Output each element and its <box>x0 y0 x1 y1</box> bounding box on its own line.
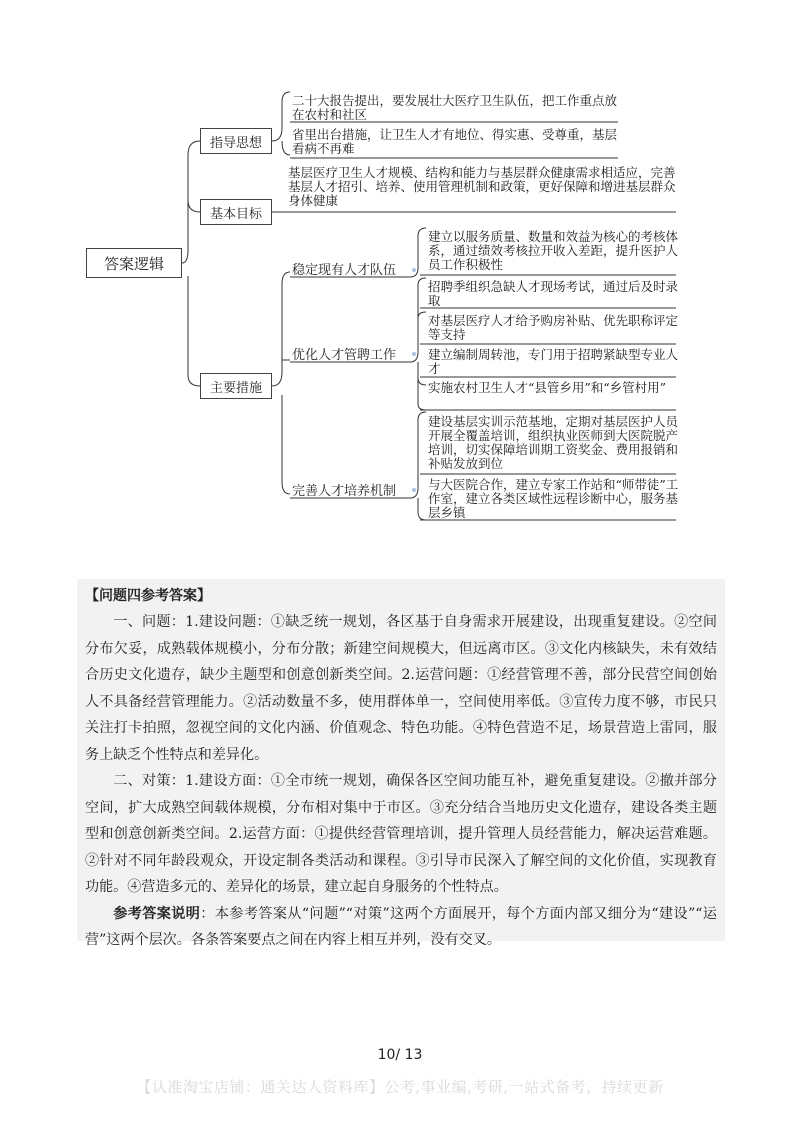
leaf-guiding-1: 二十大报告提出，要发展壮大医疗卫生队伍，把工作重点放在农村和社区 <box>292 93 618 122</box>
leaf-stabilize-1: 建立以服务质量、数量和效益为核心的考核体系，通过绩效考核拉开收入差距，提升医护人员工作积极性 <box>428 229 679 272</box>
leaf-training-1: 建设基层实训示范基地，定期对基层医护人员开展全覆盖培训，组织执业医师到大医院脱产培训，切实保障培训期工资奖金、费用报销和补贴发放到位 <box>428 414 679 471</box>
leaf-guiding-2: 省里出台措施，让卫生人才有地位、得实惠、受尊重，基层看病不再难 <box>292 127 618 156</box>
sub-optimize-recruitment: 优化人才管聘工作 <box>292 348 397 363</box>
branch-guiding-ideology: 指导思想 <box>200 128 272 154</box>
answer-heading: 【问题四参考答案】 <box>85 588 211 604</box>
leaf-optimize-4: 实施农村卫生人才“县管乡用”和“乡管村用” <box>428 380 667 395</box>
sub-stabilize-talent: 稳定现有人才队伍 <box>292 263 397 278</box>
answer-explanation-text: ：本参考答案从“问题”“对策”这两个方面展开，每个方面内部又细分为“建设”“运营”这两个层次。各条答案要点之间在内容上相互并列，没有交叉。 <box>85 905 717 948</box>
sub-improve-training: 完善人才培养机制 <box>292 484 397 499</box>
mind-map-connectors <box>0 0 800 560</box>
leaf-optimize-3: 建立编制周转池，专门用于招聘紧缺型专业人才 <box>428 347 679 376</box>
page-number: 10/ 13 <box>377 1047 423 1063</box>
answer-explanation-label: 参考答案说明 <box>113 905 201 922</box>
reference-answer-box <box>77 579 725 948</box>
answer-problems: 一、问题：1.建设问题：①缺乏统一规划，各区基于自身需求开展建设，出现重复建设。②空间分布欠妥，成熟载体规模小，分布分散；新建空间规模大，但远离市区。③文化内核缺失，未有效结合历史文化遗存，缺少主题型和创意创新类空间。2.运营问题：①经营管理不善，部分民营空间创始人不具备经营管理能力。②活动数量不多，使用群体单一，空间使用率低。③宣传力度不够，市民只关注打卡拍照，忽视空间的文化内涵、价值观念、特色功能。④特色营造不足，场景营造上雷同，服务上缺乏个性特点和差异化。 <box>85 614 717 763</box>
branch-main-measures: 主要措施 <box>200 373 272 399</box>
answer-countermeasures: 二、对策：1.建设方面：①全市统一规划，确保各区空间功能互补，避免重复建设。②撤并部分空间，扩大成熟空间载体规模，分布相对集中于市区。③充分结合当地历史文化遗存，建设各类主题型和创意创新类空间。2.运营方面：①提供经营管理培训，提升管理人员经营能力，解决运营难题。②针对不同年龄段观众，开设定制各类活动和课程。③引导市民深入了解空间的文化价值，实现教育功能。④营造多元的、差异化的场景，建立起自身服务的个性特点。 <box>85 773 717 895</box>
answer-explanation <box>85 901 717 954</box>
mind-map-root: 答案逻辑 <box>86 248 182 278</box>
leaf-training-2: 与大医院合作，建立专家工作站和“师带徒”工作室，建立各类区域性远程诊断中心，服务基层乡镇 <box>428 477 679 520</box>
leaf-optimize-2: 对基层医疗人才给予购房补贴、优先职称评定等支持 <box>428 313 679 342</box>
mind-map <box>0 0 800 560</box>
leaf-basic-goal: 基层医疗卫生人才规模、结构和能力与基层群众健康需求相适应，完善基层人才招引、培养、使用管理机制和政策，更好保障和增进基层群众身体健康 <box>288 165 676 208</box>
leaf-optimize-1: 招聘季组织急缺人才现场考试，通过后及时录取 <box>428 279 679 308</box>
footer-watermark: 【认准淘宝店铺：通关达人资料库】公考,事业编,考研,一站式备考，持续更新 <box>136 1078 664 1096</box>
branch-basic-goal: 基本目标 <box>200 199 272 225</box>
